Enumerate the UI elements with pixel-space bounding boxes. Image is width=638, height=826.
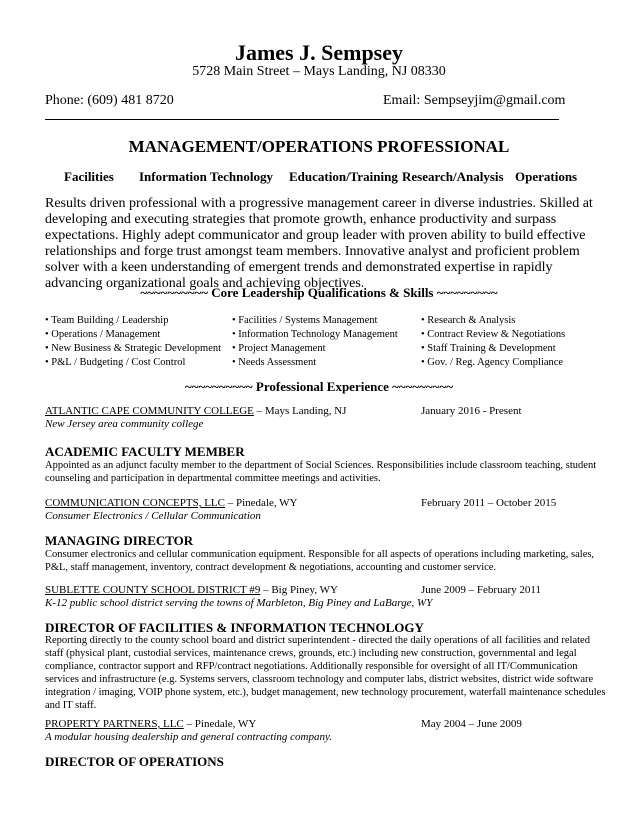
- employer-location: – Big Piney, WY: [260, 584, 338, 596]
- skill-item: • Contract Review & Negotiations: [421, 329, 566, 340]
- skills-section-title: ~~~~~~~~~~ Core Leadership Qualifications & Skills ~~~~~~~~~: [140, 285, 498, 300]
- header-divider: [45, 119, 559, 120]
- skill-item: • P&L / Budgeting / Cost Control: [45, 357, 186, 368]
- employer-name: PROPERTY PARTNERS, LLC: [45, 718, 184, 730]
- skills-column-3: [421, 314, 565, 370]
- area-information-technology: Information Technology: [139, 169, 273, 184]
- area-education-training: Education/Training: [289, 169, 398, 184]
- job-title: DIRECTOR OF FACILITIES & INFORMATION TECHNOLOGY: [45, 620, 424, 635]
- employer-location: – Mays Landing, NJ: [253, 405, 347, 417]
- job-title: DIRECTOR OF OPERATIONS: [45, 754, 224, 769]
- candidate-address: 5728 Main Street – Mays Landing, NJ 08330: [192, 64, 446, 79]
- job-employer-line: [45, 405, 346, 417]
- employer-name: ATLANTIC CAPE COMMUNITY COLLEGE: [45, 405, 254, 417]
- employer-description: K-12 public school district serving the towns of Marbleton, Big Piney and LaBarge, WY: [45, 597, 433, 609]
- skills-column-2: [232, 314, 398, 370]
- job-description: Consumer electronics and cellular communication equipment. Responsible for all aspects of operations including marketing, sales, P&L, staff management, inventory, contract development & negotiations, accounting and customer service.: [45, 549, 595, 573]
- skill-item: • Research & Analysis: [421, 315, 516, 326]
- employer-name: SUBLETTE COUNTY SCHOOL DISTRICT #9: [45, 584, 261, 596]
- professional-summary: Results driven professional with a progressive management career in diverse industries. Skilled at developing and executing strategies that promote growth, enhance productivity and surpass expectations. Highly adept communicator and group leader with proven ability to build effective relationships and forge trust amongst team members. Innovative analyst and proficient problem solver with a keen understanding of emergent trends and demonstrated expertise in rapidly advancing organizational goals and achieving objectives.: [45, 196, 593, 291]
- employer-description: A modular housing dealership and general contracting company.: [45, 731, 332, 743]
- phone-number: Phone: (609) 481 8720: [45, 93, 174, 108]
- experience-section-title: ~~~~~~~~~~ Professional Experience ~~~~~~~~~: [185, 379, 453, 394]
- job-title: ACADEMIC FACULTY MEMBER: [45, 444, 245, 459]
- area-operations: Operations: [515, 169, 578, 184]
- skill-item: • Needs Assessment: [232, 357, 317, 368]
- professional-headline: MANAGEMENT/OPERATIONS PROFESSIONAL: [128, 137, 510, 156]
- job-description: Reporting directly to the county school board and district superintendent - directed the daily operations of all facilities and related staff (physical plant, custodial services, maintenance crews, grounds, etc.) including new construction, governmental and legal compliance, contractor support and RFP/contract negotiations. Additionally responsible for oversight of all IT/Communication services and infrastructure (e.g. Systems servers, classroom technology and computer labs, district websites, district wide software integration / imaging, VOIP phone system, etc.), budget management, new technology procurement, waterfall maintenance schedules and IT staff.: [45, 635, 606, 711]
- area-research-analysis: Research/Analysis: [402, 169, 504, 184]
- skill-item: • Facilities / Systems Management: [232, 315, 378, 326]
- area-facilities: Facilities: [64, 169, 114, 184]
- skill-item: • Team Building / Leadership: [45, 315, 169, 326]
- skill-item: • Operations / Management: [45, 329, 161, 340]
- job-employer-line: [45, 584, 338, 596]
- employer-name: COMMUNICATION CONCEPTS, LLC: [45, 497, 225, 509]
- skill-item: • Gov. / Reg. Agency Compliance: [421, 357, 564, 368]
- job-description: Appointed as an adjunct faculty member to the department of Social Sciences. Responsibilities include classroom teaching, student counseling and participation in departmental committee meetings and activities.: [45, 460, 597, 484]
- employer-location: – Pinedale, WY: [225, 497, 298, 509]
- job-employer-line: [45, 718, 256, 730]
- skill-item: • New Business & Strategic Development: [45, 343, 222, 354]
- job-dates: January 2016 - Present: [421, 405, 522, 417]
- job-dates: February 2011 – October 2015: [421, 497, 557, 509]
- candidate-name: James J. Sempsey: [234, 40, 404, 65]
- job-employer-line: [45, 497, 298, 509]
- skill-item: • Staff Training & Development: [421, 343, 556, 354]
- employer-description: Consumer Electronics / Cellular Communication: [45, 510, 261, 522]
- skill-item: • Information Technology Management: [232, 329, 398, 340]
- skills-column-1: [45, 314, 221, 370]
- job-dates: June 2009 – February 2011: [421, 584, 541, 596]
- skill-item: • Project Management: [232, 343, 326, 354]
- job-dates: May 2004 – June 2009: [421, 718, 522, 730]
- job-title: MANAGING DIRECTOR: [45, 533, 194, 548]
- employer-location: – Pinedale, WY: [183, 718, 257, 730]
- employer-description: New Jersey area community college: [45, 418, 204, 430]
- email-address[interactable]: Email: Sempseyjim@gmail.com: [383, 93, 566, 108]
